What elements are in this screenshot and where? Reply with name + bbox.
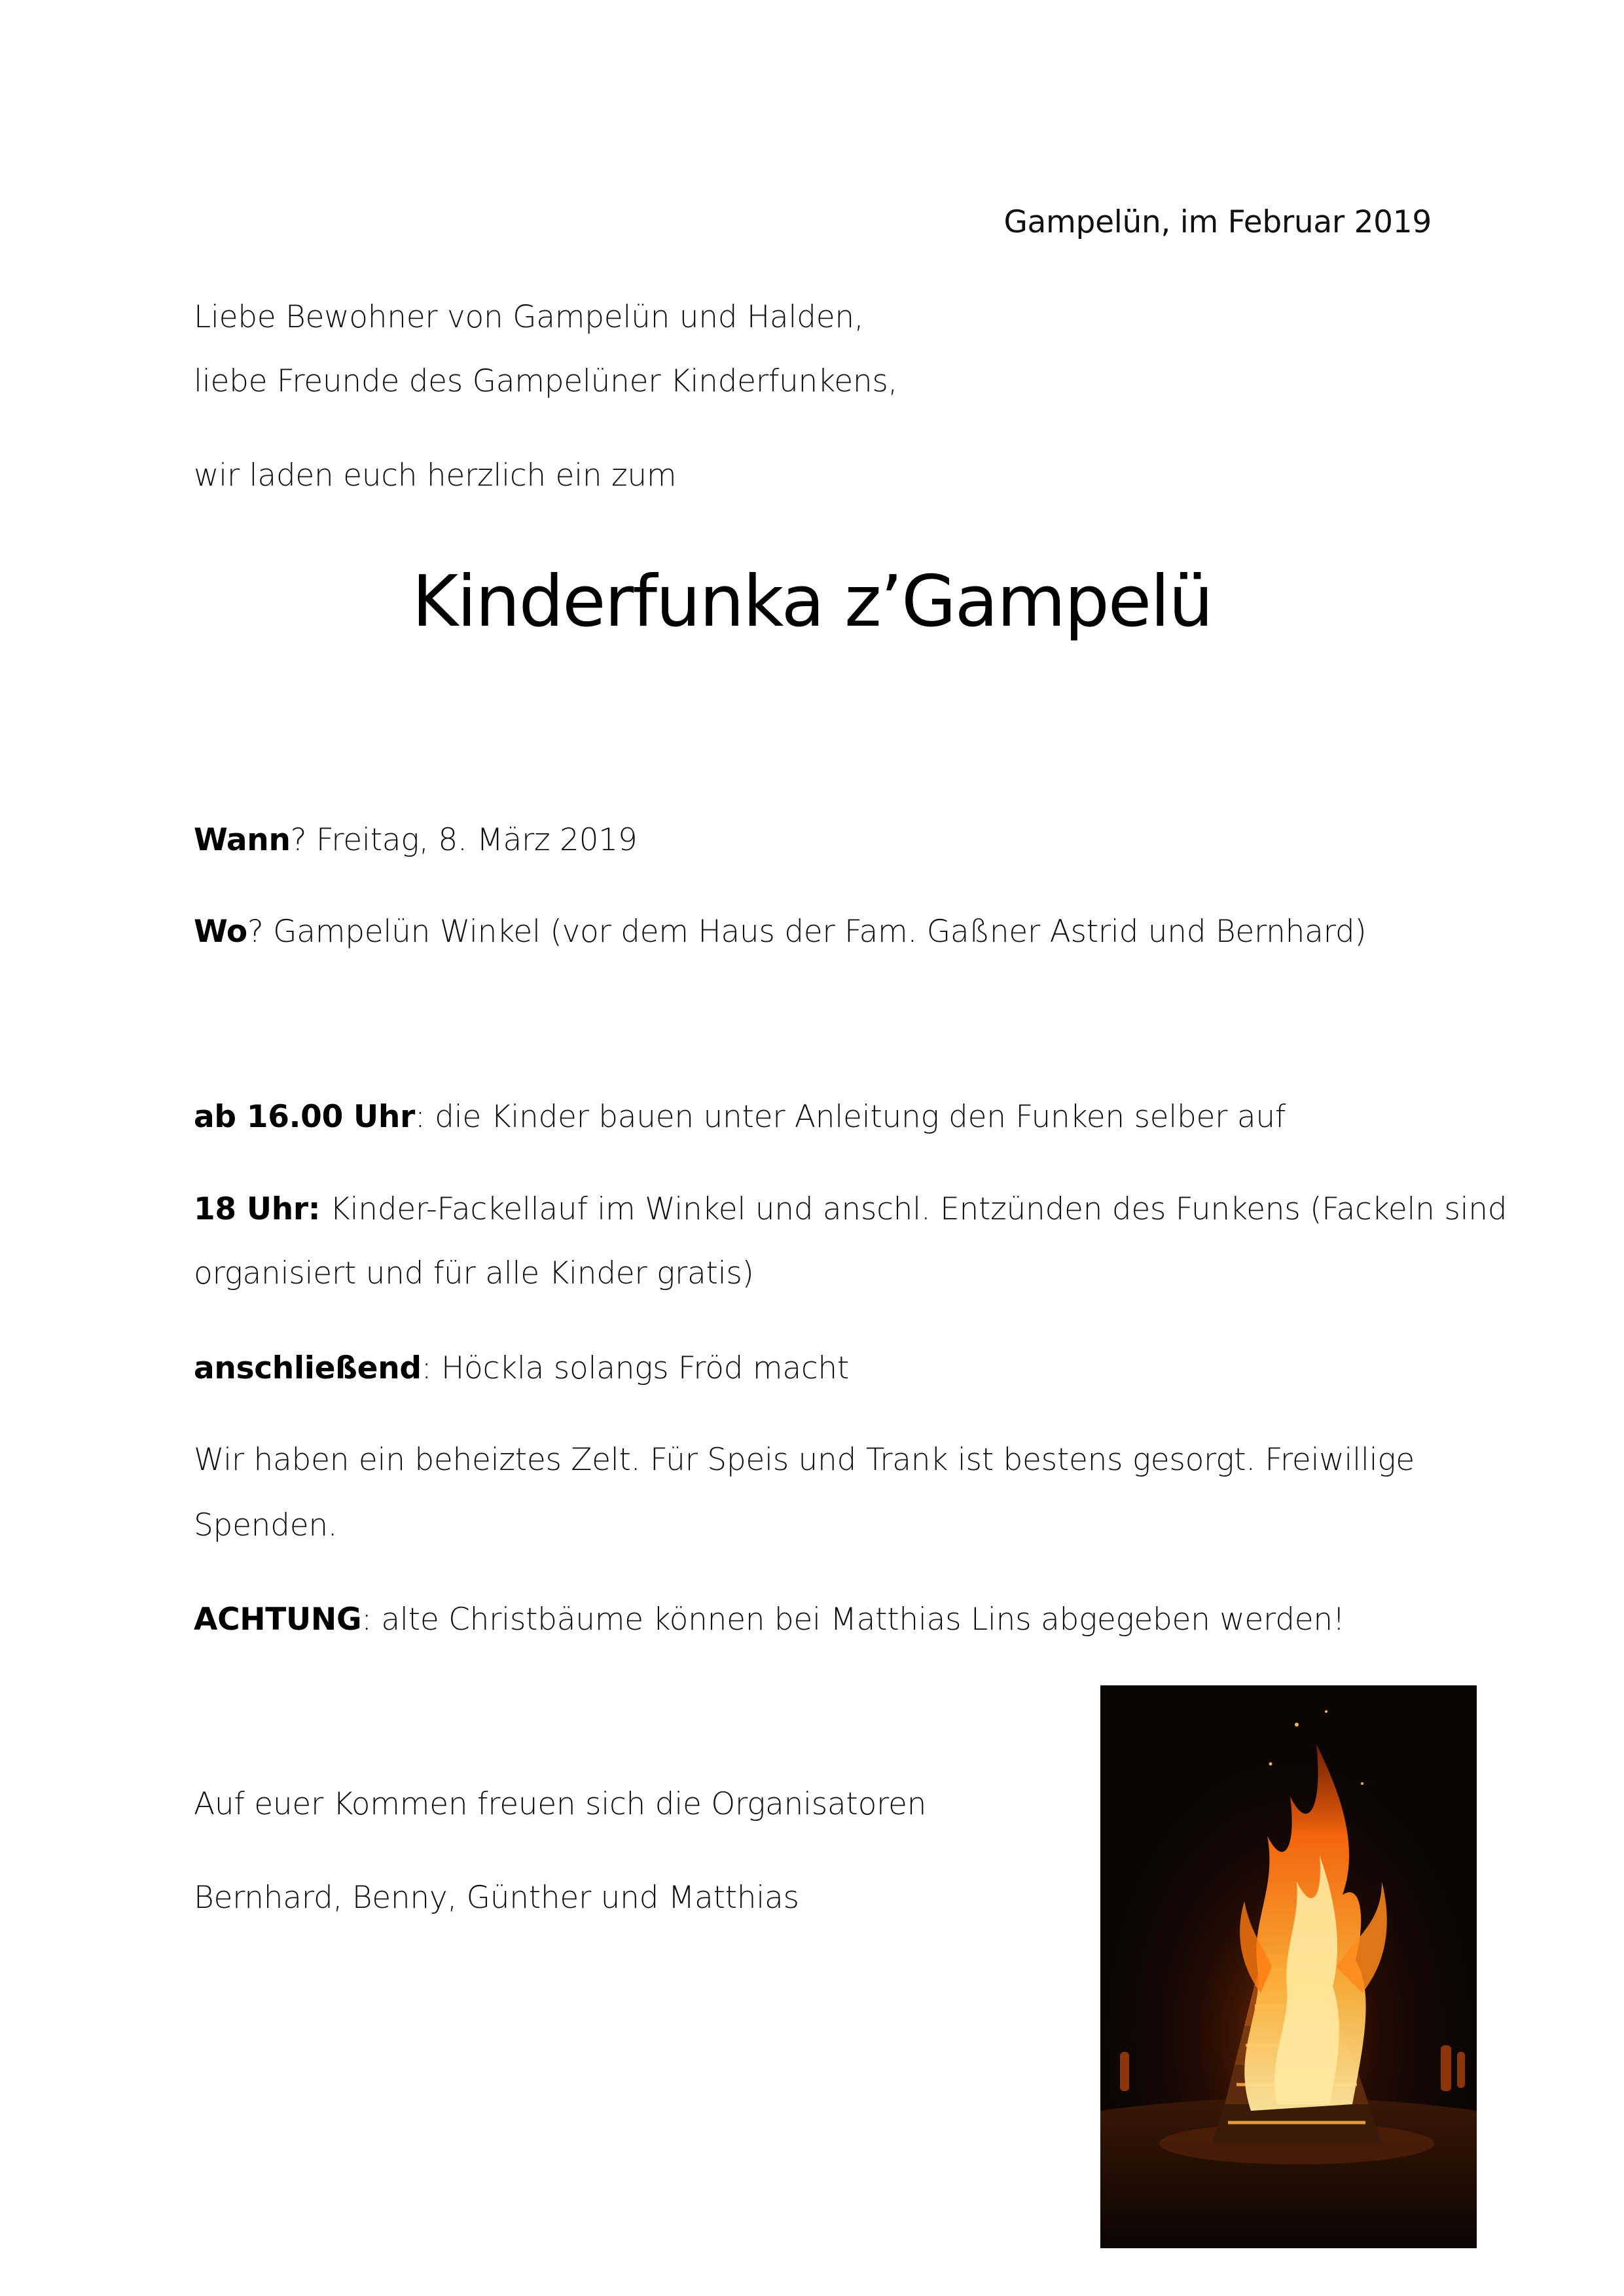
when-text: ? Freitag, 8. März 2019 — [290, 822, 638, 858]
attention-text: : alte Christbäume können bei Matthias Lins abgegeben werden! — [361, 1602, 1345, 1638]
schedule-text: Kinder-Fackellauf im Winkel und anschl. Entzünden des Funkens (Fackeln sind — [320, 1191, 1507, 1227]
when-label: Wann — [194, 822, 291, 858]
schedule-item-torch-run-continuation: organisiert und für alle Kinder gratis) — [194, 1255, 754, 1291]
schedule-time-label: 18 Uhr: — [194, 1191, 321, 1227]
schedule-time-label: anschließend — [194, 1350, 422, 1386]
bonfire-illustration — [1100, 1685, 1477, 2248]
tent-line-1: Wir haben ein beheiztes Zelt. Für Speis und Trank ist bestens gesorgt. Freiwillige — [194, 1442, 1415, 1478]
closing-line: Auf euer Kommen freuen sich die Organisatoren — [194, 1786, 927, 1822]
where-label: Wo — [194, 914, 247, 950]
bonfire-photo — [1100, 1685, 1477, 2248]
schedule-item-building — [194, 1098, 1286, 1137]
greeting-line-2: liebe Freunde des Gampelüner Kinderfunkens, — [194, 363, 898, 399]
event-title: Kinderfunka z’Gampelü — [412, 561, 1212, 643]
when-line — [194, 821, 637, 860]
schedule-item-afterwards — [194, 1349, 849, 1388]
place-date: Gampelün, im Februar 2019 — [1003, 204, 1432, 240]
attention-label: ACHTUNG — [194, 1602, 362, 1638]
invitation-line: wir laden euch herzlich ein zum — [194, 457, 677, 493]
schedule-time-label: ab 16.00 Uhr — [194, 1099, 415, 1135]
tent-line-2: Spenden. — [194, 1507, 338, 1543]
attention-line — [194, 1600, 1344, 1640]
schedule-text: : Höckla solangs Fröd macht — [421, 1350, 849, 1386]
signatures-line: Bernhard, Benny, Günther und Matthias — [194, 1880, 799, 1916]
schedule-text: : die Kinder bauen unter Anleitung den Funken selber auf — [414, 1099, 1286, 1135]
where-text: ? Gampelün Winkel (vor dem Haus der Fam. Gaßner Astrid und Bernhard) — [247, 914, 1367, 950]
greeting-line-1: Liebe Bewohner von Gampelün und Halden, — [194, 299, 864, 335]
where-line — [194, 912, 1366, 952]
schedule-item-torch-run — [194, 1190, 1507, 1229]
